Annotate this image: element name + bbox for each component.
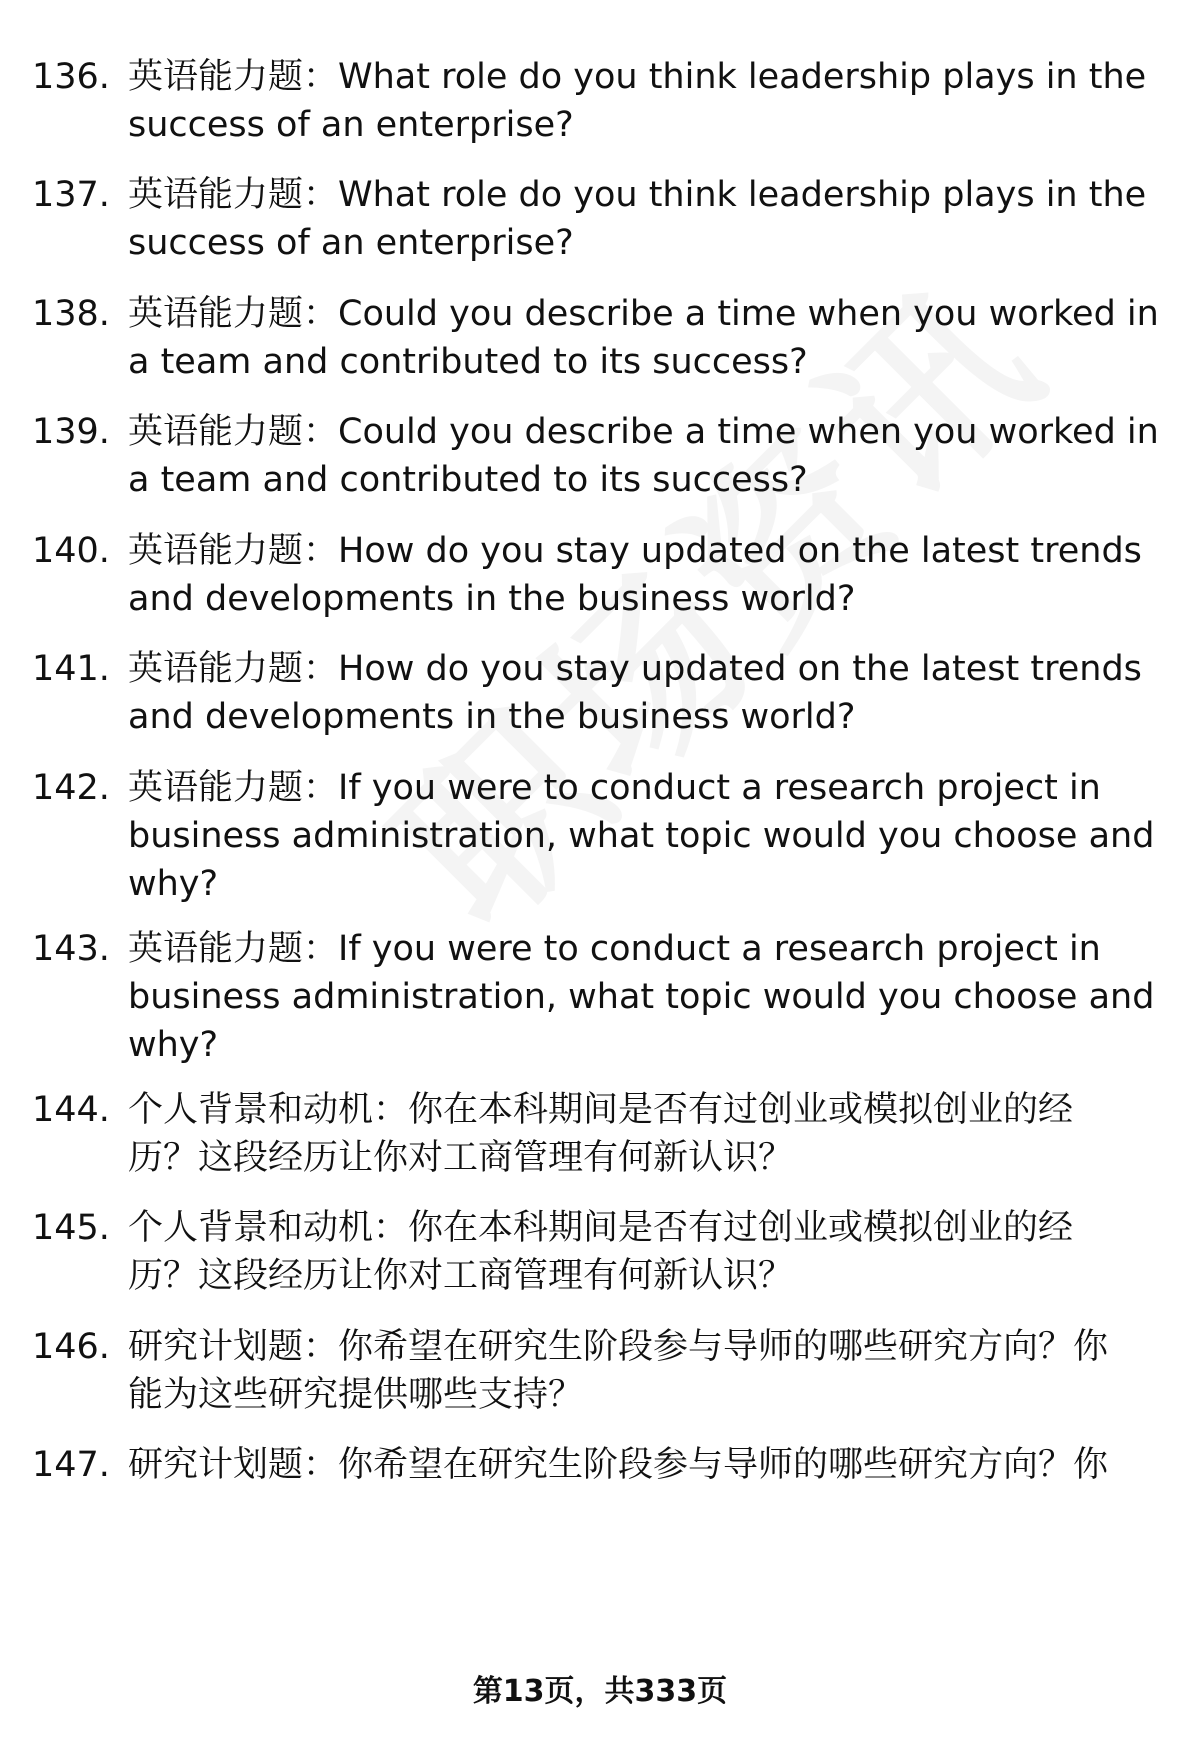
question-number: 142. xyxy=(32,768,110,808)
question-line: 英语能力题：Could you describe a time when you worked in xyxy=(128,294,1159,334)
question-line: 英语能力题：If you were to conduct a research project in xyxy=(128,929,1101,969)
question-text xyxy=(128,408,1158,504)
question-line: 研究计划题：你希望在研究生阶段参与导师的哪些研究方向？你 xyxy=(128,1327,1109,1367)
question-line: 个人背景和动机：你在本科期间是否有过创业或模拟创业的经 xyxy=(128,1208,1074,1248)
question-number: 136. xyxy=(32,57,110,97)
question-text xyxy=(128,53,1158,149)
question-line: 英语能力题：Could you describe a time when you worked in xyxy=(128,412,1159,452)
question-number: 137. xyxy=(32,175,110,215)
question-line: 英语能力题：How do you stay updated on the latest trends xyxy=(128,649,1142,689)
question-line: 英语能力题：What role do you think leadership plays in the xyxy=(128,57,1147,97)
question-text xyxy=(128,1204,1158,1300)
question-number: 141. xyxy=(32,649,110,689)
question-line: business administration, what topic would you choose and xyxy=(128,816,1155,856)
question-line: 历？这段经历让你对工商管理有何新认识？ xyxy=(128,1138,794,1178)
question-number: 140. xyxy=(32,531,110,571)
question-text xyxy=(128,925,1158,1069)
question-text xyxy=(128,1086,1158,1182)
question-line: 研究计划题：你希望在研究生阶段参与导师的哪些研究方向？你 xyxy=(128,1445,1109,1485)
question-text xyxy=(128,171,1158,267)
question-text xyxy=(128,645,1158,741)
question-number: 143. xyxy=(32,929,110,969)
question-text xyxy=(128,290,1158,386)
page-footer: 第13页，共333页 xyxy=(472,1674,728,1709)
question-line: 历？这段经历让你对工商管理有何新认识？ xyxy=(128,1256,794,1296)
question-line: a team and contributed to its success? xyxy=(128,460,808,500)
question-line: why? xyxy=(128,1025,219,1065)
question-number: 139. xyxy=(32,412,110,452)
question-number: 138. xyxy=(32,294,110,334)
question-line: 英语能力题：What role do you think leadership plays in the xyxy=(128,175,1147,215)
question-line: and developments in the business world? xyxy=(128,697,856,737)
question-line: success of an enterprise? xyxy=(128,105,574,145)
question-line: 英语能力题：How do you stay updated on the latest trends xyxy=(128,531,1142,571)
question-number: 146. xyxy=(32,1327,110,1367)
question-line: 英语能力题：If you were to conduct a research project in xyxy=(128,768,1101,808)
question-line: 个人背景和动机：你在本科期间是否有过创业或模拟创业的经 xyxy=(128,1090,1074,1130)
question-line: and developments in the business world? xyxy=(128,579,856,619)
question-text xyxy=(128,764,1158,908)
question-number: 147. xyxy=(32,1445,110,1485)
question-number: 144. xyxy=(32,1090,110,1130)
question-text xyxy=(128,527,1158,623)
question-line: success of an enterprise? xyxy=(128,223,574,263)
question-line: business administration, what topic would you choose and xyxy=(128,977,1155,1017)
question-line: a team and contributed to its success? xyxy=(128,342,808,382)
question-text xyxy=(128,1323,1158,1419)
question-line: 能为这些研究提供哪些支持？ xyxy=(128,1375,584,1415)
question-line: why? xyxy=(128,864,219,904)
question-text xyxy=(128,1441,1158,1489)
question-number: 145. xyxy=(32,1208,110,1248)
